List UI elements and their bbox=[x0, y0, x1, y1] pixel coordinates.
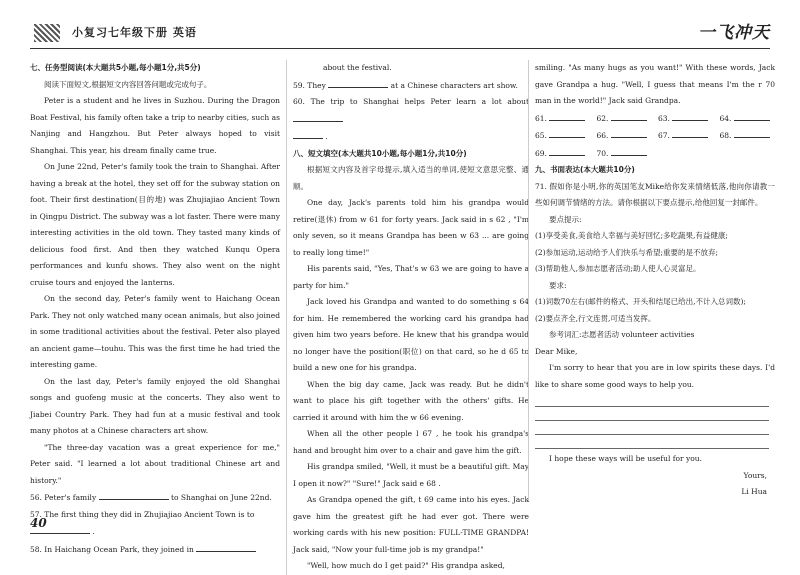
story-paragraph: One day, Jack's parents told him his grandpa would retire(退休) from w 61 for forty years. Jack said in s 62 , "I'm only seven, so it means Grandpa has been w 63 ... are going to really long time!" bbox=[293, 198, 529, 257]
section-8-title: 八、短文填空(本大题共10小题,每小题1分,共10分) bbox=[293, 148, 467, 158]
answer-item[interactable]: 64. bbox=[720, 110, 776, 128]
answer-item[interactable]: 61. bbox=[535, 110, 591, 128]
passage-paragraph: "The three-day vacation was a great experience for me," Peter said. "I learned a lot about traditional Chinese art and history." bbox=[30, 442, 280, 485]
letter-opening: I'm sorry to hear that you are in low spirits these days. I'd like to share some good ways to help you. bbox=[535, 363, 775, 389]
reference-vocabulary: 参考词汇:志愿者活动 volunteer activities bbox=[549, 330, 695, 339]
answer-blank-60[interactable] bbox=[293, 111, 343, 122]
page-header bbox=[30, 18, 770, 49]
requirement-1: (1)词数70左右(邮件的格式、开头和结尾已给出,不计入总词数); bbox=[535, 297, 746, 306]
question-57: 57. The first thing they did in Zhujiajiao Ancient Town is to . bbox=[30, 509, 255, 536]
writing-line[interactable] bbox=[535, 393, 769, 407]
section-9-title: 九、书面表达(本大题共10分) bbox=[535, 165, 635, 174]
answer-grid bbox=[535, 110, 775, 163]
header-title: 小复习七年级下册 英语 bbox=[72, 26, 197, 39]
story-paragraph: As Grandpa opened the gift, t 69 came into his eyes. Jack gave him the greatest gift he had ever got. There were working cards with his new position: FULL-TIME GRANDPA! Jack said, "Now your full-time job is my grandpa!" bbox=[293, 495, 529, 554]
points-title: 要点提示: bbox=[549, 214, 582, 224]
answer-blank-59[interactable] bbox=[328, 77, 388, 88]
page-number: 40 bbox=[30, 516, 47, 530]
writing-line[interactable] bbox=[535, 435, 769, 449]
question-59: 59. They at a Chinese characters art show. bbox=[293, 77, 529, 95]
writing-line[interactable] bbox=[535, 421, 769, 435]
column-middle bbox=[286, 60, 529, 575]
writing-prompt: 71. 假如你是小明,你的英国笔友Mike给你发来情绪低落,他向你请教一些如何调节情绪的方法。请你根据以下要点提示,给他回复一封邮件。 bbox=[535, 181, 775, 207]
answer-item[interactable]: 65. bbox=[535, 127, 591, 145]
question-60: 60. The trip to Shanghai helps Peter learn a lot about . bbox=[293, 97, 529, 141]
letter-closing: I hope these ways will be useful for you. bbox=[549, 454, 702, 463]
answer-blank-58[interactable] bbox=[196, 541, 256, 552]
requirement-2: (2)要点齐全,行文连贯,可适当发挥。 bbox=[535, 313, 656, 323]
answer-item[interactable]: 63. bbox=[658, 110, 714, 128]
story-paragraph: Jack loved his Grandpa and wanted to do something s 64 for him. He remembered the working card his grandpa had given him two years before. He knew that his grandpa would no longer have the position(职位) on that card, so he d 65 to build a new one for his grandpa. bbox=[293, 297, 529, 372]
section-8-instruction: 根据短文内容及首字母提示,填入适当的单词,使短文意思完整、通顺。 bbox=[293, 165, 529, 191]
section-7-title: 七、任务型阅读(本大题共5小题,每小题1分,共5分) bbox=[30, 63, 201, 72]
answer-item[interactable]: 66. bbox=[597, 127, 653, 145]
passage-paragraph: On the second day, Peter's family went to Haichang Ocean Park. They not only watched many ocean animals, but also joined in some traditional activities about the festival. Peter also played an ancient game—touhu. This was the first time he had tried the interesting game. bbox=[30, 294, 280, 369]
answer-item[interactable]: 62. bbox=[597, 110, 653, 128]
section-7-instruction: 阅读下面短文,根据短文内容回答问题或完成句子。 bbox=[44, 79, 212, 89]
header-logo-icon bbox=[34, 24, 60, 42]
story-paragraph: "Well, how much do I get paid?" His grandpa asked, bbox=[307, 561, 505, 570]
story-paragraph: His parents said, "Yes, That's w 63 we are going to have a party for him." bbox=[293, 264, 529, 290]
story-paragraph: When the big day came, Jack was ready. But he didn't want to place his gift together with the others' gifts. He carried it around with him the w 66 evening. bbox=[293, 379, 529, 422]
letter-signature: Li Hua bbox=[741, 487, 767, 496]
point-1: (1)享受美食,美食给人幸福与美好回忆;多吃蔬果,有益健康; bbox=[535, 231, 728, 240]
answer-blank-60b[interactable] bbox=[293, 128, 323, 139]
answer-item[interactable]: 67. bbox=[658, 127, 714, 145]
passage-paragraph: Peter is a student and he lives in Suzhou. During the Dragon Boat Festival, his family often take a trip to nearby cities, such as Nanjing and Hangzhou. But Peter always hoped to visit Shanghai. This year, his dream finally came true. bbox=[30, 96, 280, 155]
story-paragraph: smiling. "As many hugs as you want!" With these words, Jack gave Grandpa a hug. "Well, I guess that means I'm the r 70 man in the world!" Jack said Grandpa. bbox=[535, 63, 775, 105]
question-58-continued: about the festival. bbox=[323, 63, 392, 72]
story-paragraph: When all the other people l 67 , he took his grandpa's hand and brought him over to a chair and gave him the gift. bbox=[293, 429, 529, 455]
column-right bbox=[528, 60, 775, 501]
answer-item[interactable]: 70. bbox=[597, 145, 653, 163]
passage-paragraph: On the last day, Peter's family enjoyed the old Shanghai songs and guofeng music at the concerts. They also went to Jiabei Country Park. They had fun at a music festival and took many photos at a Chinese characters art show. bbox=[30, 376, 280, 435]
answer-item[interactable]: 69. bbox=[535, 145, 591, 163]
answer-blank-56[interactable] bbox=[99, 489, 169, 500]
point-2: (2)参加运动,运动给予人们快乐与希望;重要的是不放弃; bbox=[535, 247, 719, 257]
answer-item[interactable]: 68. bbox=[720, 127, 776, 145]
question-58: 58. In Haichang Ocean Park, they joined in bbox=[30, 541, 280, 559]
passage-paragraph: On June 22nd, Peter's family took the train to Shanghai. After having a break at the hotel, they set off for the subway station on foot. Their first destination(目的地) was Zhujiajiao Ancient Town in Qingpu District. The subway was a lot faster. There were many interesting activities in the old town. They tasted many kinds of delicious food first. And then they watched Kunqu Opera performances and kunfu shows. They also went on the night cruise tours and enjoyed the lanterns. bbox=[30, 162, 280, 287]
column-left bbox=[30, 60, 280, 558]
requirements-title: 要求: bbox=[549, 280, 567, 290]
point-3: (3)帮助他人,参加志愿者活动;助人使人心灵富足。 bbox=[535, 264, 701, 273]
header-brand: 一飞冲天 bbox=[698, 23, 770, 43]
letter-salutation: Dear Mike, bbox=[535, 346, 578, 356]
letter-yours: Yours, bbox=[743, 470, 767, 480]
question-56: 56. Peter's family to Shanghai on June 22nd. bbox=[30, 489, 280, 507]
story-paragraph: His grandpa smiled, "Well, it must be a beautiful gift. May I open it now?" "Sure!" Jack said e 68 . bbox=[293, 462, 529, 488]
writing-line[interactable] bbox=[535, 407, 769, 421]
